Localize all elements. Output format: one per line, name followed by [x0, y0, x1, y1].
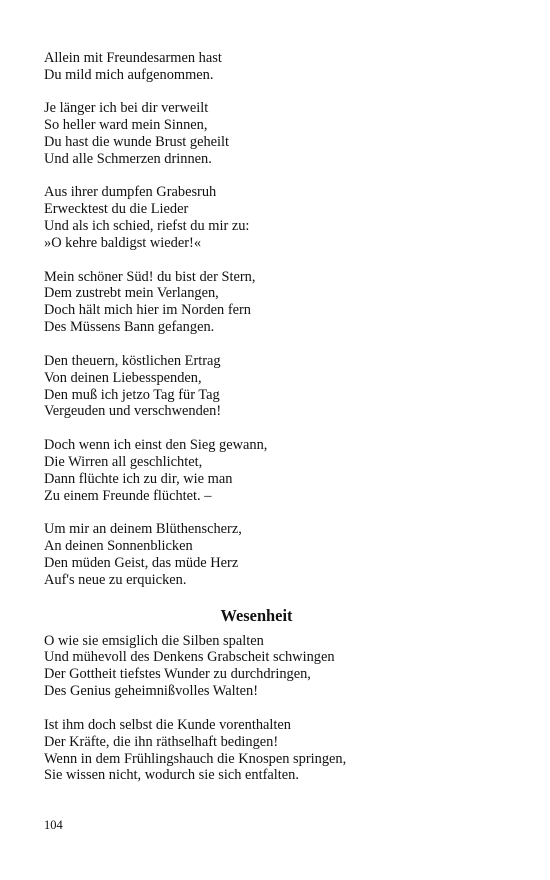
verse-line: Doch wenn ich einst den Sieg gewann,: [44, 436, 268, 453]
page-body: [44, 50, 514, 801]
verse-line: Du hast die wunde Brust geheilt: [44, 134, 230, 151]
stanza: [44, 100, 514, 168]
verse-line: Sie wissen nicht, wodurch sie sich entfalten.: [44, 767, 299, 784]
verse-line: Du mild mich aufgenommen.: [44, 66, 214, 83]
verse-line: Erwecktest du die Lieder: [44, 201, 189, 218]
verse-line: Allein mit Freundesarmen hast: [44, 50, 222, 66]
verse-line: Je länger ich bei dir verweilt: [44, 100, 209, 117]
verse-line: Den theuern, köstlichen Ertrag: [44, 352, 221, 369]
poem-wesenheit: [44, 633, 514, 785]
stanza: [44, 717, 514, 785]
stanza: [44, 353, 514, 421]
poem-continuation: [44, 50, 514, 589]
verse-line: Doch hält mich hier im Norden fern: [44, 302, 251, 319]
verse-line: Der Gottheit tiefstes Wunder zu durchdringen,: [44, 666, 311, 683]
verse-line: Und alle Schmerzen drinnen.: [44, 151, 212, 168]
verse-line: Die Wirren all geschlichtet,: [44, 453, 203, 470]
stanza: [44, 184, 514, 252]
verse-line: Aus ihrer dumpfen Grabesruh: [44, 184, 217, 201]
verse-line: Auf's neue zu erquicken.: [44, 571, 187, 588]
verse-line: Um mir an deinem Blüthenscherz,: [44, 520, 242, 537]
verse-line: Den müden Geist, das müde Herz: [44, 554, 239, 571]
stanza: [44, 50, 514, 84]
verse-line: »O kehre baldigst wieder!«: [44, 235, 202, 252]
verse-line: Vergeuden und verschwenden!: [44, 403, 222, 420]
poem-title: Wesenheit: [220, 605, 293, 625]
verse-line: Mein schöner Süd! du bist der Stern,: [44, 268, 256, 285]
verse-line: Zu einem Freunde flüchtet. –: [44, 487, 212, 504]
verse-line: So heller ward mein Sinnen,: [44, 117, 208, 134]
verse-line: Und mühevoll des Denkens Grabscheit schwingen: [44, 649, 335, 666]
stanza: [44, 269, 514, 337]
verse-line: Wenn in dem Frühlingshauch die Knospen springen,: [44, 750, 347, 767]
verse-line: Den muß ich jetzo Tag für Tag: [44, 386, 220, 403]
verse-line: O wie sie emsiglich die Silben spalten: [44, 632, 264, 649]
verse-line: Dem zustrebt mein Verlangen,: [44, 285, 219, 302]
verse-line: An deinen Sonnenblicken: [44, 537, 193, 554]
stanza: [44, 633, 514, 701]
verse-line: Dann flüchte ich zu dir, wie man: [44, 470, 233, 487]
page-number: 104: [44, 818, 63, 832]
verse-line: Des Genius geheimnißvolles Walten!: [44, 683, 258, 700]
verse-line: Von deinen Liebesspenden,: [44, 369, 202, 386]
stanza: [44, 437, 514, 505]
stanza: [44, 521, 514, 589]
verse-line: Und als ich schied, riefst du mir zu:: [44, 218, 250, 235]
verse-line: Ist ihm doch selbst die Kunde vorenthalten: [44, 716, 291, 733]
verse-line: Der Kräfte, die ihn räthselhaft bedingen!: [44, 733, 279, 750]
verse-line: Des Müssens Bann gefangen.: [44, 319, 215, 336]
